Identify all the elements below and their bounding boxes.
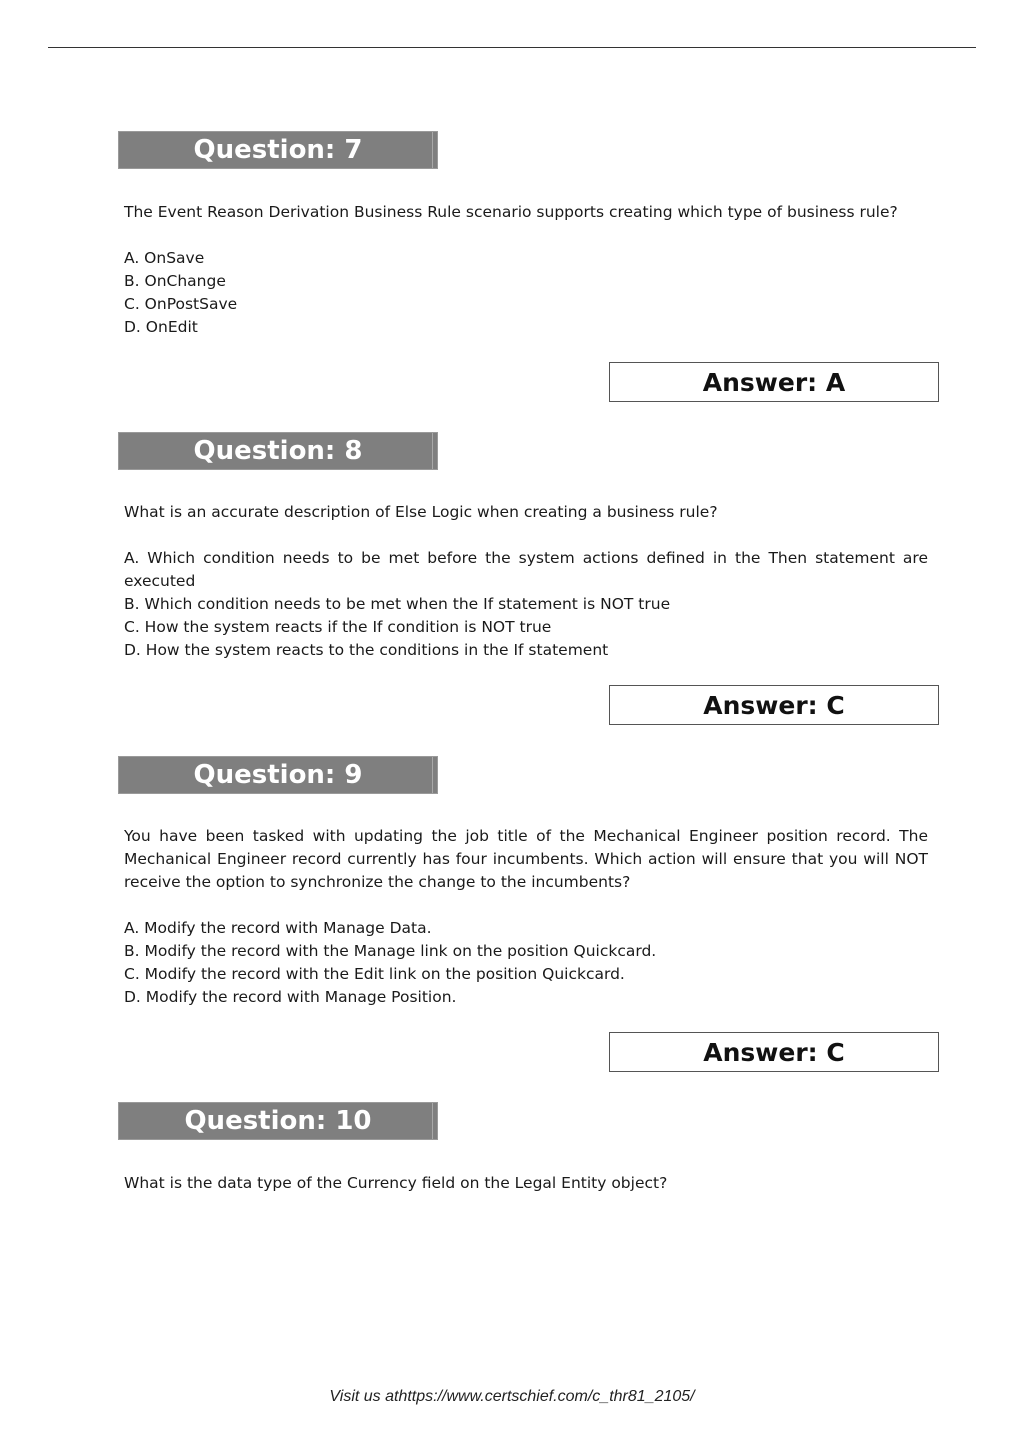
question-8-option-b: B. Which condition needs to be met when the If statement is NOT true (124, 595, 671, 613)
question-7-text: The Event Reason Derivation Business Rule scenario supports creating which type of business rule? (124, 203, 898, 221)
question-7-option-b: B. OnChange (124, 272, 226, 290)
question-7-option-d: D. OnEdit (124, 318, 198, 336)
question-8-header-label: Question: 8 (193, 436, 363, 466)
question-9-answer-label: Answer: C (703, 1037, 845, 1067)
question-8-options (124, 547, 928, 662)
question-8-answer-label: Answer: C (703, 690, 845, 720)
question-9-options (124, 917, 928, 1009)
question-7-option-c: C. OnPostSave (124, 295, 238, 313)
question-7-answer (609, 362, 939, 402)
question-8-option-c: C. How the system reacts if the If condition is NOT true (124, 618, 552, 636)
question-9-option-a: A. Modify the record with Manage Data. (124, 919, 432, 937)
question-10-header-label: Question: 10 (184, 1106, 372, 1136)
question-10-header (118, 1102, 438, 1140)
question-8-option-a: A. Which condition needs to be met before the system actions defined in the Then statement are executed (124, 549, 928, 590)
question-9-answer (609, 1032, 939, 1072)
question-7-body (124, 201, 928, 339)
question-9-header-label: Question: 9 (193, 760, 363, 790)
question-8-header (118, 432, 438, 470)
question-7-option-a: A. OnSave (124, 249, 205, 267)
question-9-option-b: B. Modify the record with the Manage link on the position Quickcard. (124, 942, 657, 960)
question-9-header (118, 756, 438, 794)
question-7-header-label: Question: 7 (193, 135, 363, 165)
question-7-options (124, 247, 928, 339)
question-9-text: You have been tasked with updating the job title of the Mechanical Engineer position record. The Mechanical Engineer record currently has four incumbents. Which action will ensure that you will NOT receive the option to synchronize the change to the incumbents? (124, 827, 928, 891)
footer-link[interactable]: Visit us athttps://www.certschief.com/c_thr81_2105/ (329, 1388, 695, 1405)
question-10-body (124, 1172, 928, 1218)
question-9-body (124, 825, 928, 1009)
question-9-option-c: C. Modify the record with the Edit link on the position Quickcard. (124, 965, 625, 983)
question-10-text: What is the data type of the Currency field on the Legal Entity object? (124, 1174, 668, 1192)
question-7-answer-label: Answer: A (702, 367, 846, 397)
top-rule (48, 47, 976, 48)
question-8-answer (609, 685, 939, 725)
question-7-header (118, 131, 438, 169)
question-8-option-d: D. How the system reacts to the conditions in the If statement (124, 641, 609, 659)
question-9-option-d: D. Modify the record with Manage Position. (124, 988, 457, 1006)
question-8-body (124, 501, 928, 662)
question-8-text: What is an accurate description of Else Logic when creating a business rule? (124, 503, 718, 521)
